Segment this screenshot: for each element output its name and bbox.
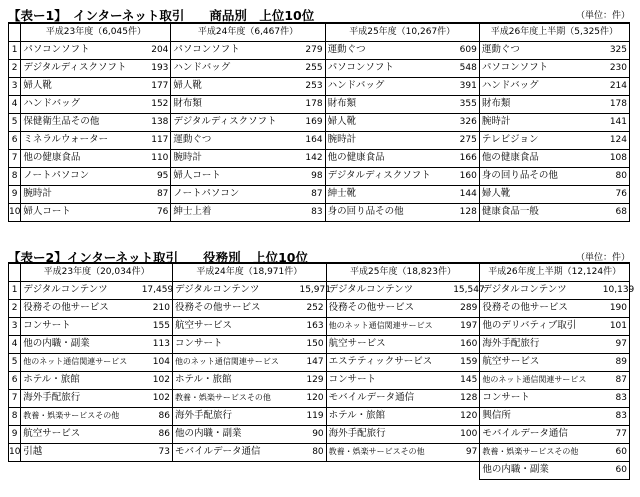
item-name-cell: ハンドバッグ bbox=[171, 59, 298, 77]
item-name-cell: デジタルコンテンツ bbox=[172, 281, 299, 299]
rank-cell: 4 bbox=[9, 335, 21, 353]
table-row bbox=[9, 113, 630, 131]
count-cell: 197 bbox=[453, 317, 480, 335]
item-name-cell: 紳士靴 bbox=[325, 185, 452, 203]
item-name-cell: 興信所 bbox=[480, 407, 603, 425]
item-name-cell: コンサート bbox=[480, 389, 603, 407]
count-cell: 163 bbox=[299, 317, 326, 335]
year-column-header: 平成26年度上半期（12,124件） bbox=[480, 263, 630, 281]
item-name-cell: 婦人靴 bbox=[171, 77, 298, 95]
item-name-cell: 航空サービス bbox=[326, 335, 453, 353]
count-cell: 169 bbox=[298, 113, 325, 131]
item-name-cell: パソコンソフト bbox=[325, 59, 452, 77]
year-column-header: 平成23年度（6,045件） bbox=[21, 23, 171, 41]
count-cell: 86 bbox=[142, 425, 173, 443]
table-row bbox=[9, 95, 630, 113]
blank-cell bbox=[9, 461, 21, 479]
rank-cell: 2 bbox=[9, 299, 21, 317]
count-cell: 102 bbox=[142, 389, 173, 407]
rank-header bbox=[9, 23, 21, 41]
rank-header bbox=[9, 263, 21, 281]
item-name-cell: 財布類 bbox=[325, 95, 452, 113]
table-row bbox=[9, 149, 630, 167]
year-column-header: 平成25年度（18,823件） bbox=[326, 263, 480, 281]
rank-cell: 10 bbox=[9, 203, 21, 221]
year-column-header: 平成24年度（18,971件） bbox=[172, 263, 326, 281]
item-name-cell: 婦人靴 bbox=[325, 113, 452, 131]
item-name-cell: 運動ぐつ bbox=[171, 131, 298, 149]
rank-cell: 7 bbox=[9, 389, 21, 407]
item-name-cell: 役務その他サービス bbox=[21, 299, 142, 317]
count-cell: 89 bbox=[603, 353, 630, 371]
count-cell: 76 bbox=[603, 185, 630, 203]
count-cell: 159 bbox=[453, 353, 480, 371]
count-cell: 279 bbox=[298, 41, 325, 59]
item-name-cell: ホテル・旅館 bbox=[21, 371, 142, 389]
item-name-cell: 婦人コート bbox=[21, 203, 144, 221]
item-name-cell: 健康食品一般 bbox=[479, 203, 602, 221]
item-name-cell: 他の内職・副業 bbox=[480, 461, 603, 479]
count-cell: 95 bbox=[144, 167, 171, 185]
item-name-cell: 腕時計 bbox=[171, 149, 298, 167]
year-column-header: 平成26年度上半期（5,325件） bbox=[479, 23, 629, 41]
table-row bbox=[9, 77, 630, 95]
item-name-cell: 教養・娯楽サービスその他 bbox=[326, 443, 453, 461]
count-cell: 80 bbox=[299, 443, 326, 461]
item-name-cell: 教養・娯楽サービスその他 bbox=[172, 389, 299, 407]
item-name-cell: デジタルコンテンツ bbox=[326, 281, 453, 299]
rank-cell: 2 bbox=[9, 59, 21, 77]
item-name-cell: ミネラルウォーター bbox=[21, 131, 144, 149]
count-cell: 100 bbox=[453, 425, 480, 443]
blank-cell bbox=[453, 461, 480, 479]
table-row bbox=[9, 443, 630, 461]
year-column-header: 平成24年度（6,467件） bbox=[171, 23, 325, 41]
count-cell: 609 bbox=[453, 41, 480, 59]
count-cell: 193 bbox=[144, 59, 171, 77]
count-cell: 178 bbox=[603, 95, 630, 113]
count-cell: 253 bbox=[298, 77, 325, 95]
item-name-cell: 他のデリバティブ取引 bbox=[480, 317, 603, 335]
count-cell: 120 bbox=[453, 407, 480, 425]
count-cell: 204 bbox=[144, 41, 171, 59]
item-name-cell: 他の健康食品 bbox=[479, 149, 602, 167]
item-name-cell: ホテル・旅館 bbox=[172, 371, 299, 389]
table-row bbox=[9, 167, 630, 185]
item-name-cell: 財布類 bbox=[171, 95, 298, 113]
count-cell: 83 bbox=[603, 407, 630, 425]
count-cell: 68 bbox=[603, 203, 630, 221]
count-cell: 80 bbox=[603, 167, 630, 185]
rank-cell: 1 bbox=[9, 281, 21, 299]
item-name-cell: 航空サービス bbox=[21, 425, 142, 443]
table-row bbox=[9, 335, 630, 353]
item-name-cell: ハンドバッグ bbox=[325, 77, 452, 95]
table-row bbox=[9, 41, 630, 59]
count-cell: 141 bbox=[603, 113, 630, 131]
rank-cell: 1 bbox=[9, 41, 21, 59]
item-name-cell: 婦人靴 bbox=[479, 185, 602, 203]
rank-cell: 6 bbox=[9, 371, 21, 389]
count-cell: 214 bbox=[603, 77, 630, 95]
item-name-cell: 腕時計 bbox=[21, 185, 144, 203]
item-name-cell: 運動ぐつ bbox=[325, 41, 452, 59]
blank-cell bbox=[299, 461, 326, 479]
blank-cell bbox=[21, 461, 142, 479]
item-name-cell: ノートパソコン bbox=[171, 185, 298, 203]
count-cell: 15,971 bbox=[299, 281, 326, 299]
count-cell: 230 bbox=[603, 59, 630, 77]
count-cell: 128 bbox=[453, 389, 480, 407]
blank-cell bbox=[172, 461, 299, 479]
count-cell: 152 bbox=[144, 95, 171, 113]
item-name-cell: 他の健康食品 bbox=[21, 149, 144, 167]
item-name-cell: 他の健康食品 bbox=[325, 149, 452, 167]
item-name-cell: パソコンソフト bbox=[21, 41, 144, 59]
item-name-cell: 航空サービス bbox=[480, 353, 603, 371]
rank-cell: 6 bbox=[9, 131, 21, 149]
item-name-cell: 腕時計 bbox=[325, 131, 452, 149]
item-name-cell: デジタルディスクソフト bbox=[325, 167, 452, 185]
count-cell: 289 bbox=[453, 299, 480, 317]
item-name-cell: 腕時計 bbox=[479, 113, 602, 131]
table-row bbox=[9, 203, 630, 221]
item-name-cell: 身の回り品その他 bbox=[325, 203, 452, 221]
count-cell: 178 bbox=[298, 95, 325, 113]
count-cell: 60 bbox=[603, 461, 630, 479]
count-cell: 164 bbox=[298, 131, 325, 149]
item-name-cell: ハンドバッグ bbox=[479, 77, 602, 95]
count-cell: 124 bbox=[603, 131, 630, 149]
count-cell: 97 bbox=[603, 335, 630, 353]
rank-cell: 10 bbox=[9, 443, 21, 461]
count-cell: 117 bbox=[144, 131, 171, 149]
item-name-cell: コンサート bbox=[21, 317, 142, 335]
count-cell: 128 bbox=[453, 203, 480, 221]
item-name-cell: モバイルデータ通信 bbox=[326, 389, 453, 407]
item-name-cell: コンサート bbox=[172, 335, 299, 353]
table-row bbox=[9, 131, 630, 149]
count-cell: 145 bbox=[453, 371, 480, 389]
rank-cell: 5 bbox=[9, 353, 21, 371]
count-cell: 90 bbox=[299, 425, 326, 443]
item-name-cell: 他の内職・副業 bbox=[21, 335, 142, 353]
count-cell: 104 bbox=[142, 353, 173, 371]
year-column-header: 平成23年度（20,034件） bbox=[21, 263, 173, 281]
item-name-cell: デジタルディスクソフト bbox=[21, 59, 144, 77]
count-cell: 326 bbox=[453, 113, 480, 131]
count-cell: 108 bbox=[603, 149, 630, 167]
rank-cell: 9 bbox=[9, 425, 21, 443]
rank-cell: 4 bbox=[9, 95, 21, 113]
rank-cell: 8 bbox=[9, 167, 21, 185]
item-name-cell: 海外手配旅行 bbox=[172, 407, 299, 425]
item-name-cell: 他のネット通信関連サービス bbox=[172, 353, 299, 371]
item-name-cell: ノートパソコン bbox=[21, 167, 144, 185]
item-name-cell: 航空サービス bbox=[172, 317, 299, 335]
count-cell: 138 bbox=[144, 113, 171, 131]
item-name-cell: パソコンソフト bbox=[171, 41, 298, 59]
item-name-cell: パソコンソフト bbox=[479, 59, 602, 77]
count-cell: 129 bbox=[299, 371, 326, 389]
item-name-cell: モバイルデータ通信 bbox=[480, 425, 603, 443]
item-name-cell: 他のネット通信関連サービス bbox=[21, 353, 142, 371]
count-cell: 83 bbox=[603, 389, 630, 407]
blank-cell bbox=[326, 461, 453, 479]
count-cell: 190 bbox=[603, 299, 630, 317]
item-name-cell: 保健衛生品その他 bbox=[21, 113, 144, 131]
year-column-header: 平成25年度（10,267件） bbox=[325, 23, 479, 41]
table-row bbox=[9, 185, 630, 203]
count-cell: 142 bbox=[298, 149, 325, 167]
count-cell: 166 bbox=[453, 149, 480, 167]
count-cell: 150 bbox=[299, 335, 326, 353]
count-cell: 110 bbox=[144, 149, 171, 167]
item-name-cell: 運動ぐつ bbox=[479, 41, 602, 59]
rank-cell: 5 bbox=[9, 113, 21, 131]
item-name-cell: 役務その他サービス bbox=[326, 299, 453, 317]
item-name-cell: デジタルコンテンツ bbox=[21, 281, 142, 299]
table-row bbox=[9, 59, 630, 77]
table2 bbox=[8, 262, 635, 480]
item-name-cell: 婦人靴 bbox=[21, 77, 144, 95]
count-cell: 86 bbox=[142, 407, 173, 425]
count-cell: 548 bbox=[453, 59, 480, 77]
item-name-cell: 役務その他サービス bbox=[172, 299, 299, 317]
table-row bbox=[9, 407, 630, 425]
table-row bbox=[9, 371, 630, 389]
count-cell: 325 bbox=[603, 41, 630, 59]
table-row-extra bbox=[9, 461, 630, 479]
item-name-cell: 他のネット通信関連サービス bbox=[480, 371, 603, 389]
item-name-cell: 教養・娯楽サービスその他 bbox=[21, 407, 142, 425]
rank-cell: 8 bbox=[9, 407, 21, 425]
item-name-cell: 婦人コート bbox=[171, 167, 298, 185]
count-cell: 113 bbox=[142, 335, 173, 353]
count-cell: 83 bbox=[298, 203, 325, 221]
table-row bbox=[9, 353, 630, 371]
rank-cell: 3 bbox=[9, 317, 21, 335]
count-cell: 120 bbox=[299, 389, 326, 407]
table2-unit: （単位：件） bbox=[575, 253, 630, 263]
count-cell: 98 bbox=[298, 167, 325, 185]
count-cell: 210 bbox=[142, 299, 173, 317]
count-cell: 87 bbox=[298, 185, 325, 203]
count-cell: 10,139 bbox=[603, 281, 630, 299]
count-cell: 60 bbox=[603, 443, 630, 461]
table1-header-row bbox=[9, 23, 630, 41]
count-cell: 355 bbox=[453, 95, 480, 113]
table-row bbox=[9, 317, 630, 335]
blank-cell bbox=[142, 461, 173, 479]
item-name-cell: テレビジョン bbox=[479, 131, 602, 149]
count-cell: 255 bbox=[298, 59, 325, 77]
table-row bbox=[9, 299, 630, 317]
item-name-cell: 身の回り品その他 bbox=[479, 167, 602, 185]
table2-title: 【表ー2】インターネット取引 役務別 上位10位 bbox=[8, 250, 308, 265]
count-cell: 391 bbox=[453, 77, 480, 95]
item-name-cell: 海外手配旅行 bbox=[326, 425, 453, 443]
table1-unit: （単位：件） bbox=[575, 11, 630, 21]
table-row bbox=[9, 389, 630, 407]
item-name-cell: デジタルディスクソフト bbox=[171, 113, 298, 131]
count-cell: 101 bbox=[603, 317, 630, 335]
item-name-cell: 海外手配旅行 bbox=[21, 389, 142, 407]
count-cell: 97 bbox=[453, 443, 480, 461]
table-row bbox=[9, 281, 630, 299]
count-cell: 76 bbox=[144, 203, 171, 221]
item-name-cell: 海外手配旅行 bbox=[480, 335, 603, 353]
item-name-cell: 役務その他サービス bbox=[480, 299, 603, 317]
table2-header-row bbox=[9, 263, 630, 281]
count-cell: 177 bbox=[144, 77, 171, 95]
count-cell: 17,459 bbox=[142, 281, 173, 299]
item-name-cell: 教養・娯楽サービスその他 bbox=[480, 443, 603, 461]
table1 bbox=[8, 22, 630, 222]
count-cell: 87 bbox=[603, 371, 630, 389]
rank-cell: 7 bbox=[9, 149, 21, 167]
item-name-cell: デジタルコンテンツ bbox=[480, 281, 603, 299]
item-name-cell: 他の内職・副業 bbox=[172, 425, 299, 443]
count-cell: 275 bbox=[453, 131, 480, 149]
count-cell: 119 bbox=[299, 407, 326, 425]
item-name-cell: 財布類 bbox=[479, 95, 602, 113]
item-name-cell: モバイルデータ通信 bbox=[172, 443, 299, 461]
item-name-cell: 紳士上着 bbox=[171, 203, 298, 221]
count-cell: 87 bbox=[144, 185, 171, 203]
item-name-cell: エステティックサービス bbox=[326, 353, 453, 371]
item-name-cell: ホテル・旅館 bbox=[326, 407, 453, 425]
item-name-cell: 他のネット通信関連サービス bbox=[326, 317, 453, 335]
count-cell: 160 bbox=[453, 167, 480, 185]
table1-title: 【表ー1】 インターネット取引 商品別 上位10位 bbox=[8, 8, 315, 23]
count-cell: 73 bbox=[142, 443, 173, 461]
count-cell: 160 bbox=[453, 335, 480, 353]
count-cell: 144 bbox=[453, 185, 480, 203]
count-cell: 155 bbox=[142, 317, 173, 335]
count-cell: 77 bbox=[603, 425, 630, 443]
table-row bbox=[9, 425, 630, 443]
item-name-cell: コンサート bbox=[326, 371, 453, 389]
item-name-cell: ハンドバッグ bbox=[21, 95, 144, 113]
rank-cell: 3 bbox=[9, 77, 21, 95]
count-cell: 147 bbox=[299, 353, 326, 371]
count-cell: 102 bbox=[142, 371, 173, 389]
count-cell: 15,547 bbox=[453, 281, 480, 299]
rank-cell: 9 bbox=[9, 185, 21, 203]
item-name-cell: 引越 bbox=[21, 443, 142, 461]
count-cell: 252 bbox=[299, 299, 326, 317]
